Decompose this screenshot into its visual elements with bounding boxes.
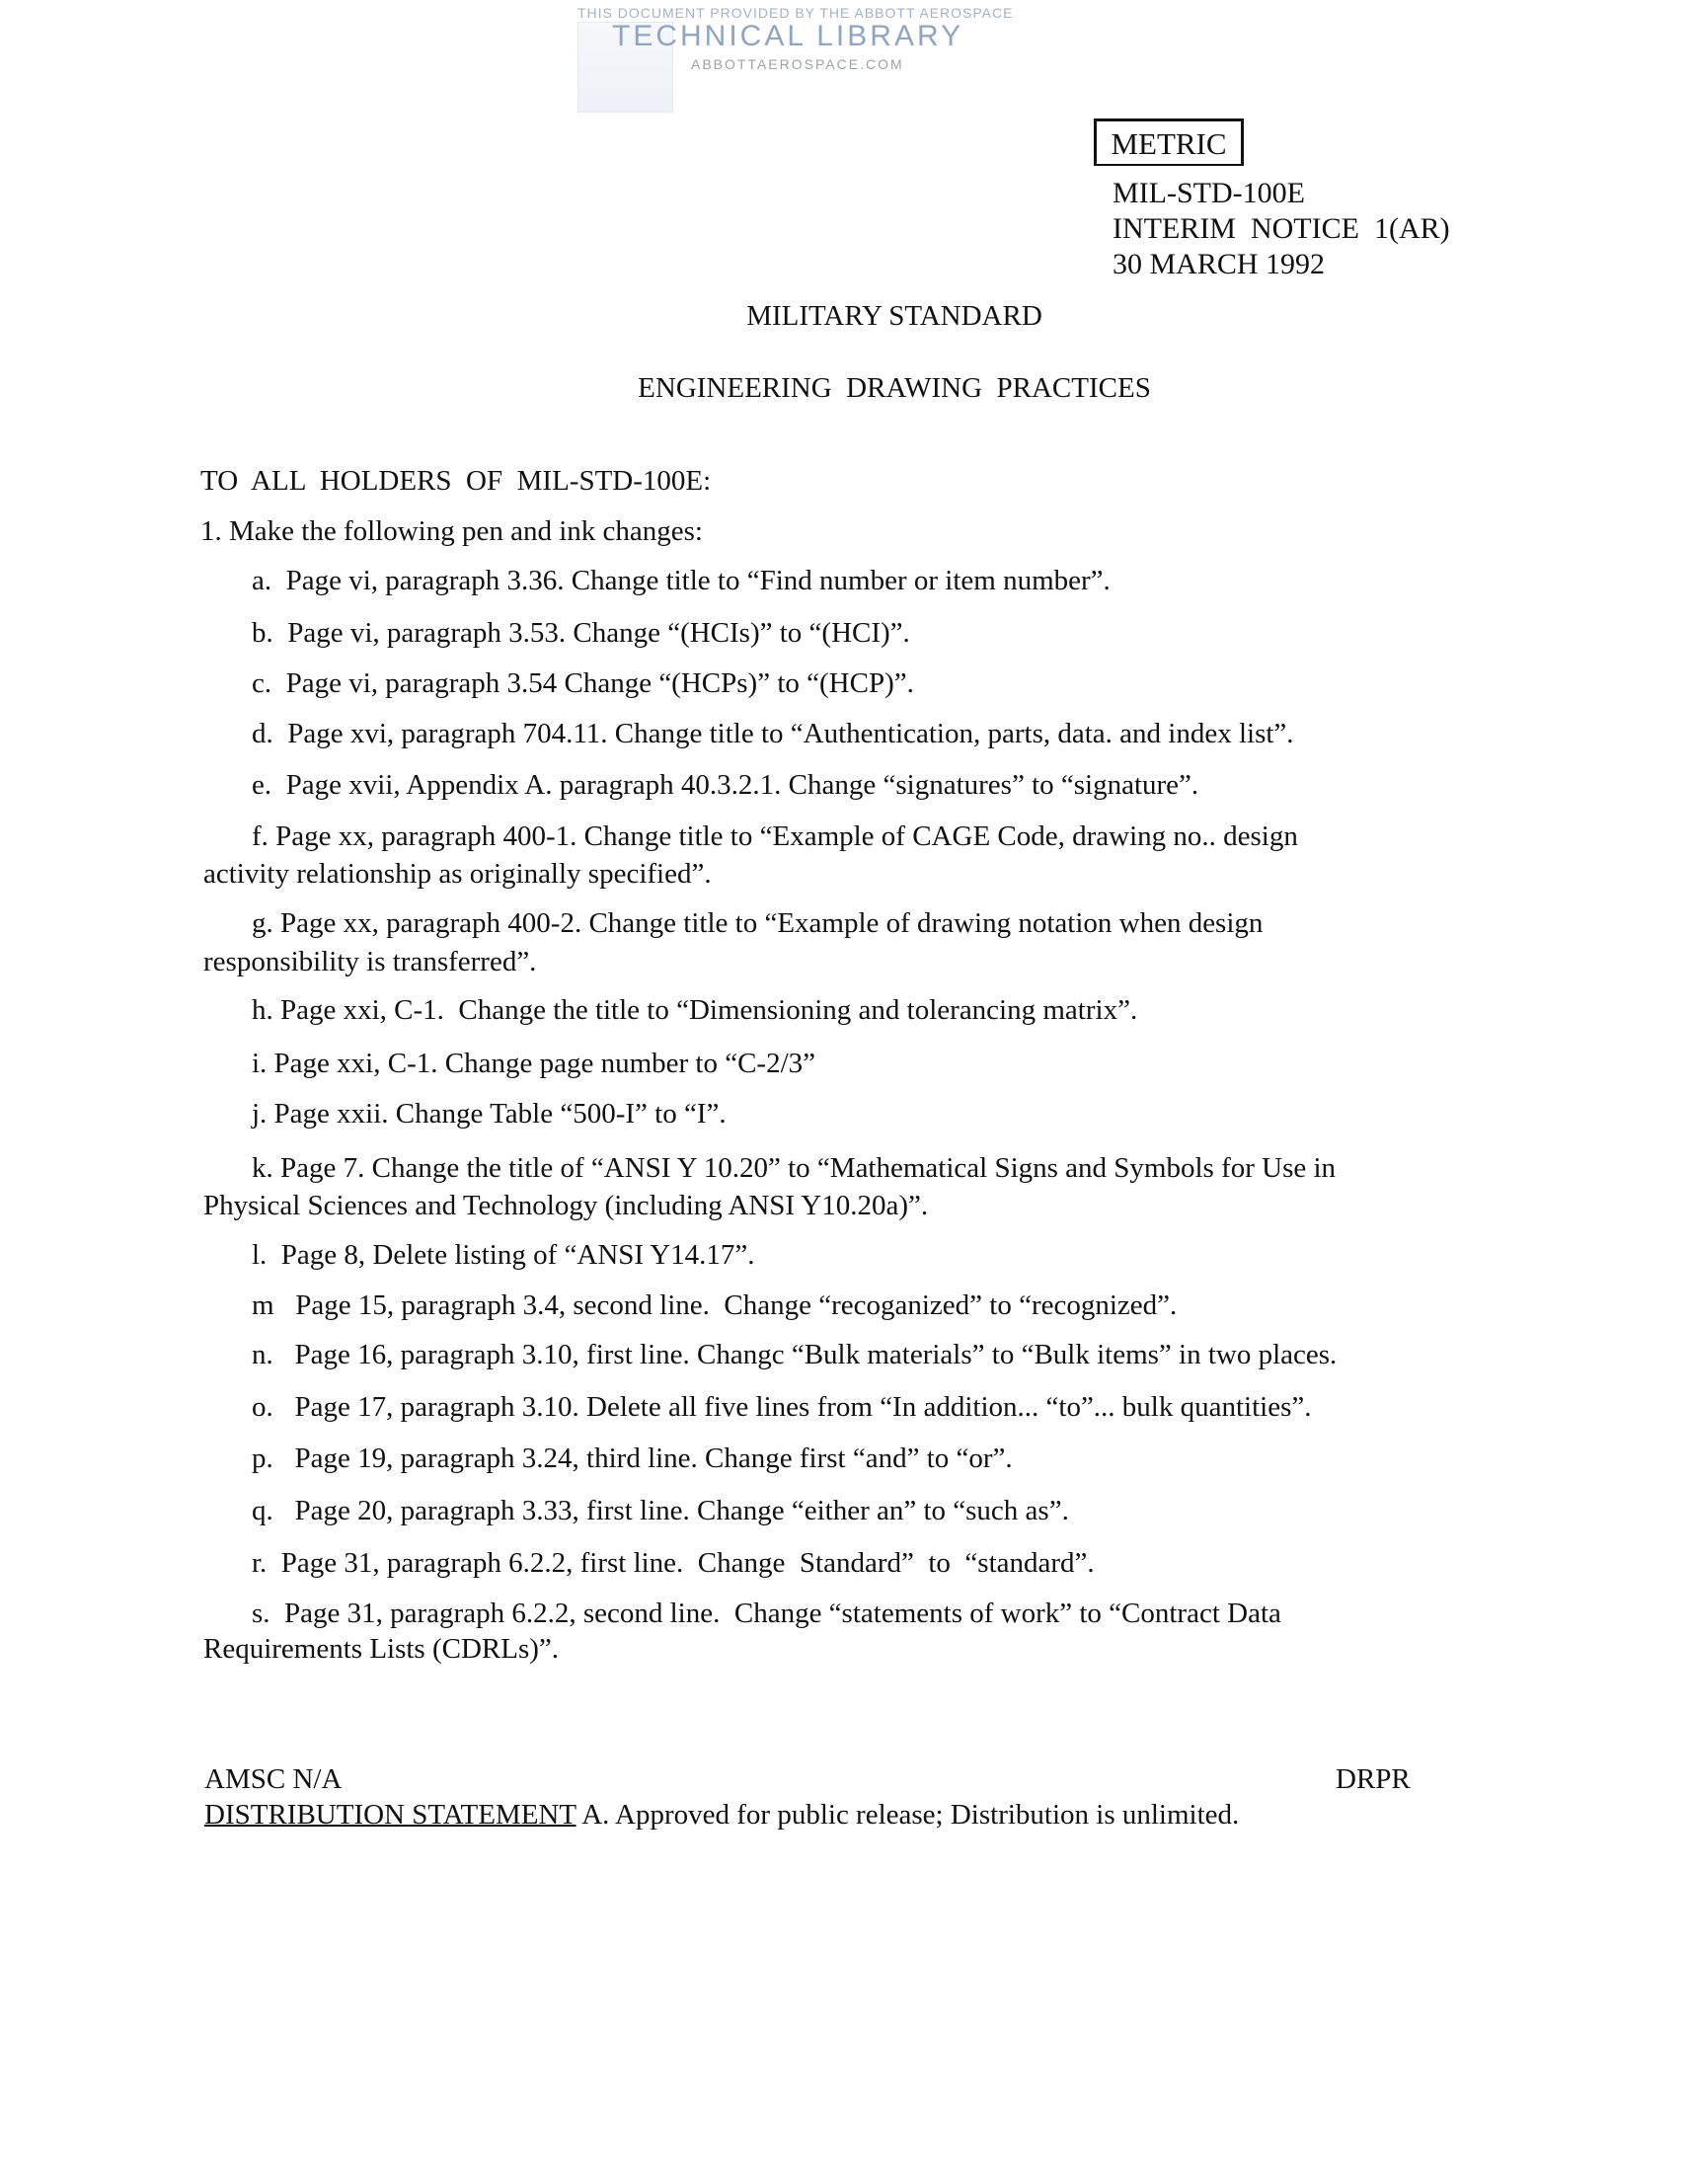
salutation: TO ALL HOLDERS OF MIL-STD-100E: <box>200 465 712 497</box>
distribution-text: A. Approved for public release; Distribution is unlimited. <box>576 1799 1240 1831</box>
instruction: 1. Make the following pen and ink changes: <box>200 515 703 547</box>
change-item-text: h. Page xxi, C-1. Change the title to “Dimensioning and tolerancing matrix”. <box>252 994 1138 1026</box>
change-item-text: i. Page xxi, C-1. Change page number to “C-2/3” <box>252 1048 816 1079</box>
change-item-text: b. Page vi, paragraph 3.53. Change “(HCIs)” to “(HCI)”. <box>252 617 910 649</box>
standard-title: MILITARY STANDARD <box>746 300 1042 332</box>
change-item-text: q. Page 20, paragraph 3.33, first line. Change “either an” to “such as”. <box>252 1495 1069 1526</box>
change-item-text: p. Page 19, paragraph 3.24, third line. Change first “and” to “or”. <box>252 1443 1013 1474</box>
document-id: MIL-STD-100E <box>1113 177 1305 209</box>
change-item-text: d. Page xvi, paragraph 704.11. Change title to “Authentication, parts, data. and index list”. <box>252 718 1294 749</box>
amsc-number: AMSC N/A <box>204 1763 343 1795</box>
change-item-text: n. Page 16, paragraph 3.10, first line. Changc “Bulk materials” to “Bulk items” in two places. <box>252 1339 1338 1370</box>
metric-stamp: METRIC <box>1094 118 1244 166</box>
change-item-text: r. Page 31, paragraph 6.2.2, first line. Change Standard” to “standard”. <box>252 1547 1095 1579</box>
change-item-text: a. Page vi, paragraph 3.36. Change title to “Find number or item number”. <box>252 565 1111 596</box>
notice-number: INTERIM NOTICE 1(AR) <box>1113 212 1450 245</box>
change-item-text: l. Page 8, Delete listing of “ANSI Y14.17”. <box>252 1239 755 1271</box>
change-item-continuation: Physical Sciences and Technology (including ANSI Y10.20a)”. <box>203 1190 929 1221</box>
standard-subject: ENGINEERING DRAWING PRACTICES <box>638 372 1151 404</box>
change-item-continuation: activity relationship as originally specified”. <box>203 858 712 890</box>
change-item-continuation: Requirements Lists (CDRLs)”. <box>203 1633 560 1665</box>
distribution-label: DISTRIBUTION STATEMENT <box>204 1799 576 1831</box>
change-item-text: c. Page vi, paragraph 3.54 Change “(HCPs)” to “(HCP)”. <box>252 667 914 699</box>
change-item-text: f. Page xx, paragraph 400-1. Change title to “Example of CAGE Code, drawing no.. design <box>252 820 1298 852</box>
watermark-site: ABBOTTAEROSPACE.COM <box>691 56 904 72</box>
change-item-text: k. Page 7. Change the title of “ANSI Y 10.20” to “Mathematical Signs and Symbols for Use in <box>252 1152 1337 1184</box>
change-item-text: e. Page xvii, Appendix A. paragraph 40.3.2.1. Change “signatures” to “signature”. <box>252 769 1199 801</box>
watermark-provided-by: THIS DOCUMENT PROVIDED BY THE ABBOTT AEROSPACE <box>577 5 1014 21</box>
watermark-library: TECHNICAL LIBRARY <box>612 20 964 52</box>
change-item-text: j. Page xxii. Change Table “500-I” to “I”. <box>252 1098 727 1130</box>
notice-date: 30 MARCH 1992 <box>1113 248 1326 280</box>
change-item-continuation: responsibility is transferred”. <box>203 946 537 977</box>
change-item-text: s. Page 31, paragraph 6.2.2, second line. Change “statements of work” to “Contract Data <box>252 1598 1281 1629</box>
change-item-text: o. Page 17, paragraph 3.10. Delete all five lines from “In addition... “to”... bulk quantities”. <box>252 1391 1312 1423</box>
distribution-statement <box>204 1797 1239 1833</box>
area-code: DRPR <box>1336 1763 1411 1795</box>
change-item-text: m Page 15, paragraph 3.4, second line. Change “recoganized” to “recognized”. <box>252 1289 1178 1321</box>
change-item-text: g. Page xx, paragraph 400-2. Change title to “Example of drawing notation when design <box>252 907 1264 939</box>
